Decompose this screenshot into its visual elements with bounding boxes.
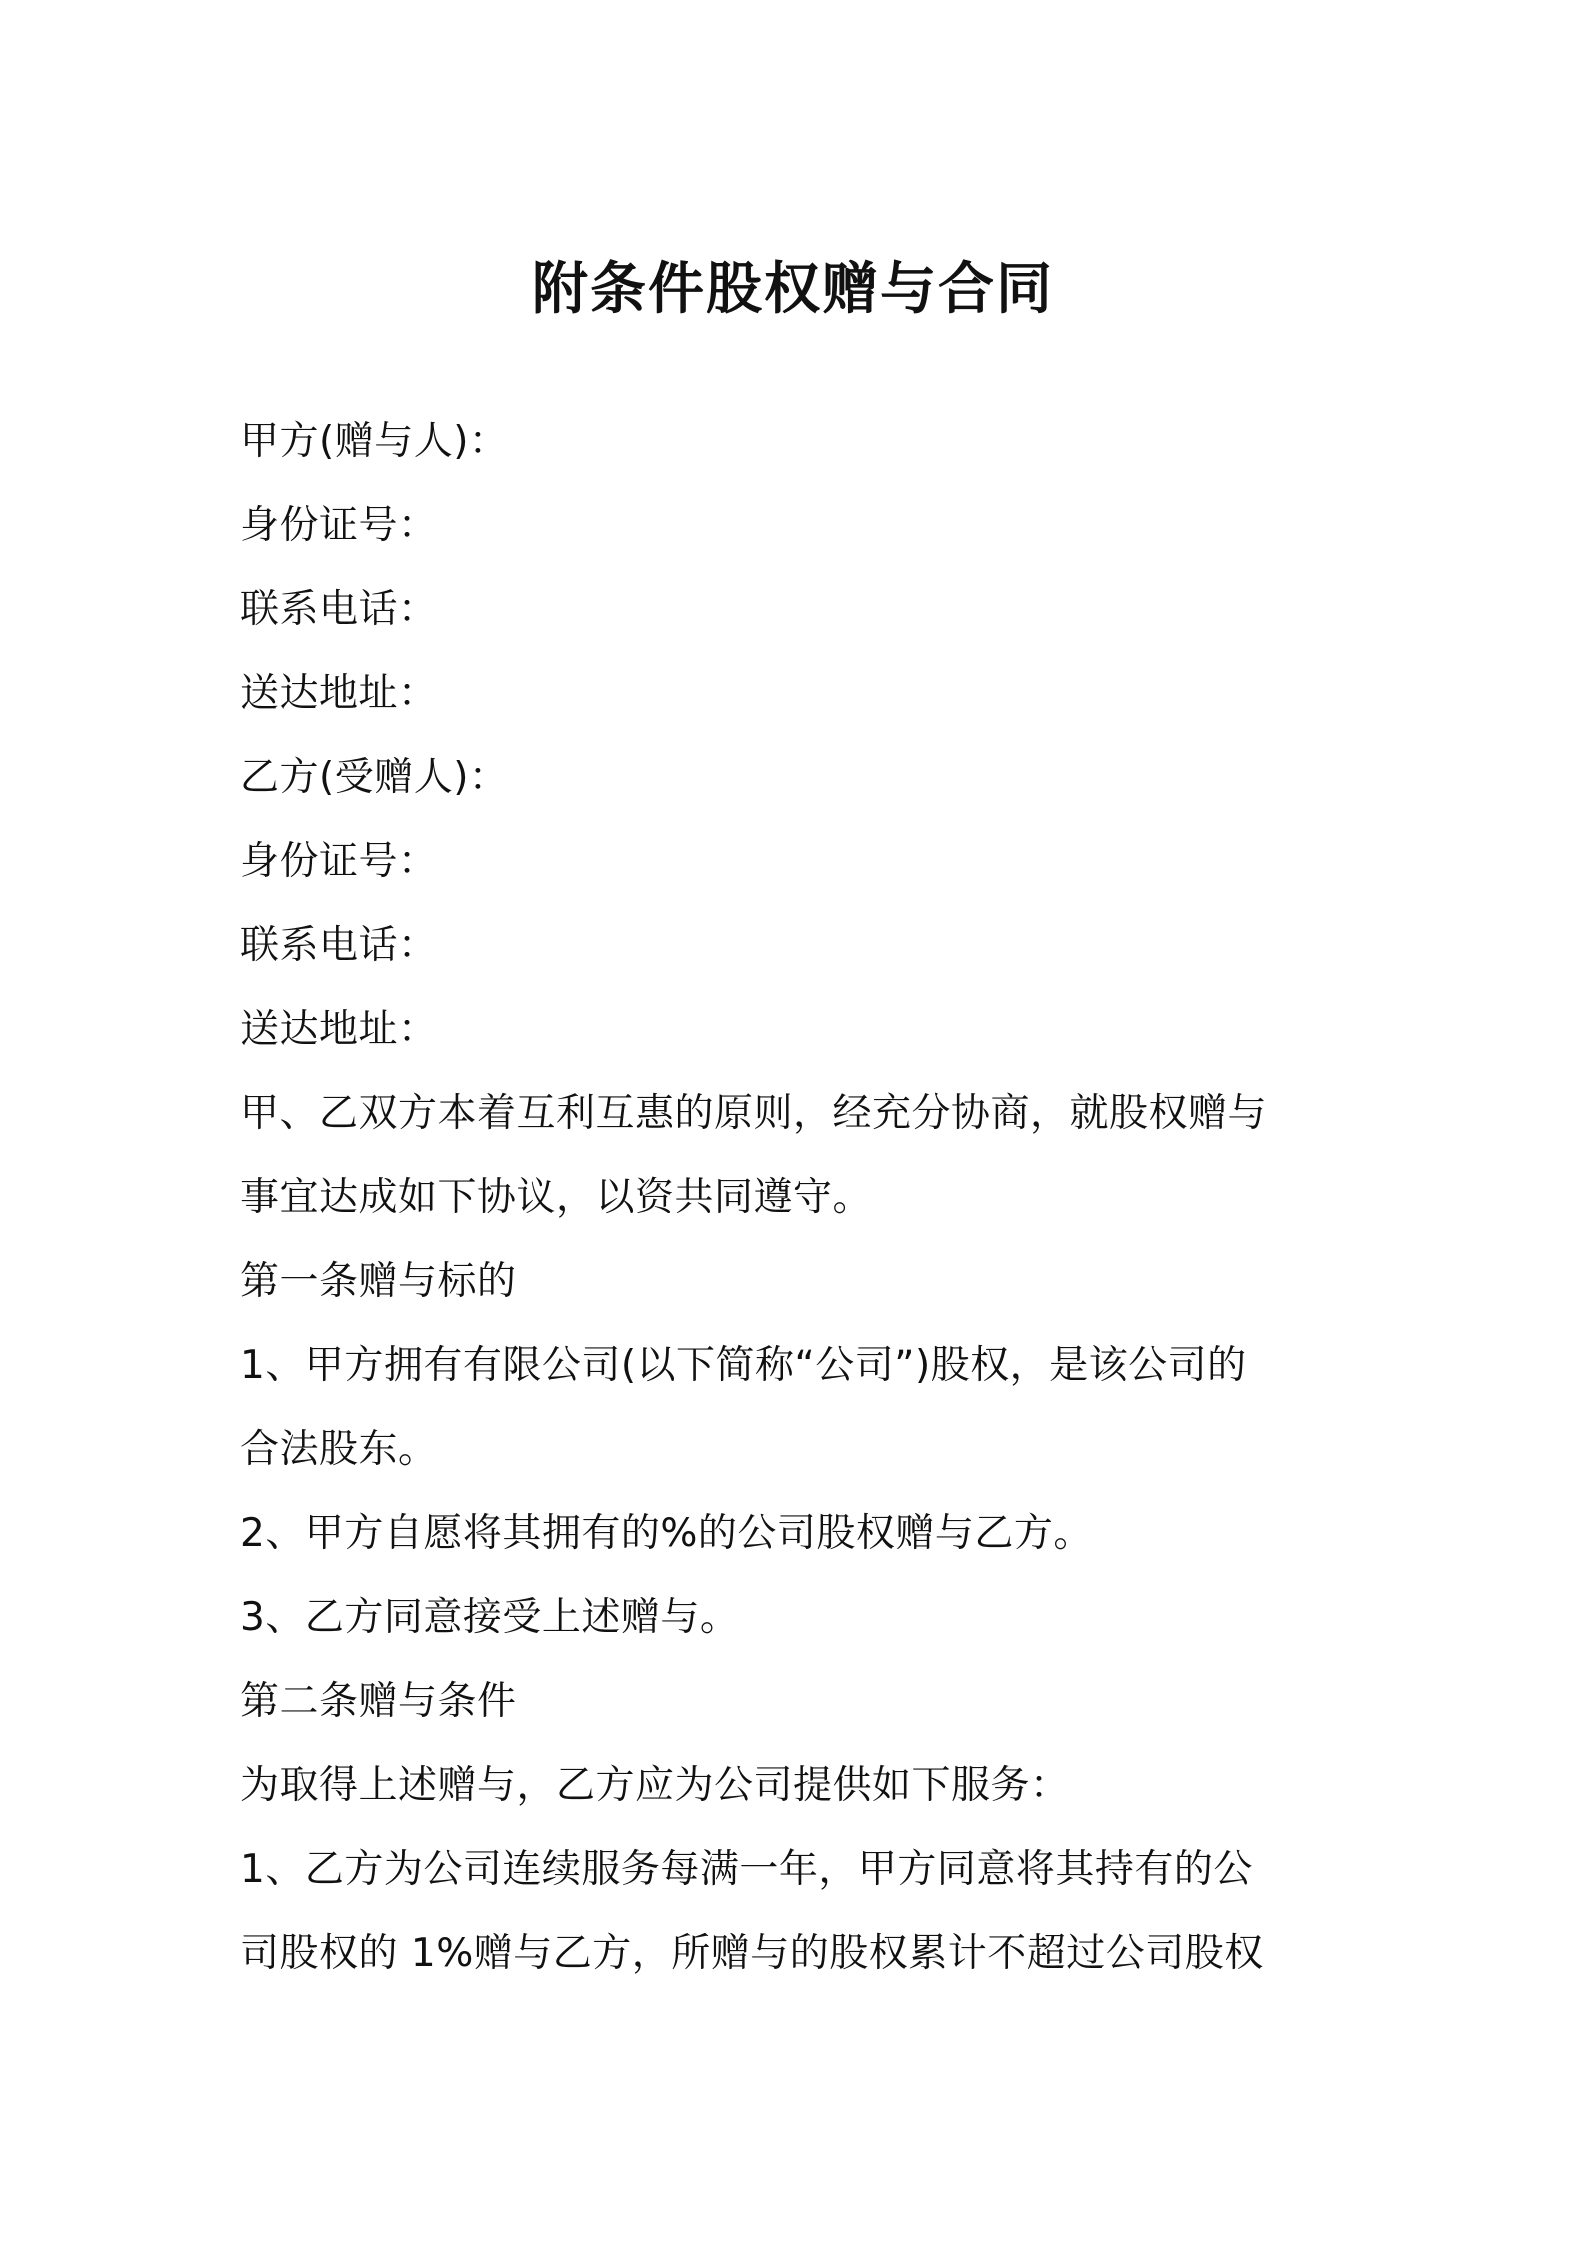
party-b-id-number-label: 身份证号： <box>240 839 438 884</box>
party-a-id-number-label: 身份证号： <box>240 503 438 548</box>
article-1-item-1-line-2: 合法股东。 <box>240 1427 438 1472</box>
document-body <box>240 400 1360 1996</box>
article-1-heading: 第一条赠与标的 <box>240 1259 517 1304</box>
party-b-phone-label: 联系电话： <box>240 923 438 968</box>
party-a-address-label: 送达地址： <box>240 671 438 716</box>
party-a-phone-label: 联系电话： <box>240 587 438 632</box>
article-2-item-1-line-2: 司股权的 1%赠与乙方，所赠与的股权累计不超过公司股权 <box>240 1931 1264 1976</box>
article-1-item-3: 3、乙方同意接受上述赠与。 <box>240 1595 740 1640</box>
party-b-heading: 乙方(受赠人)： <box>240 755 509 800</box>
article-2-heading: 第二条赠与条件 <box>240 1679 517 1724</box>
party-a-heading: 甲方(赠与人)： <box>240 419 509 464</box>
article-1-item-1-line-1: 1、甲方拥有有限公司(以下简称“公司”)股权，是该公司的 <box>240 1343 1247 1388</box>
document-title: 附条件股权赠与合同 <box>532 257 1054 322</box>
article-2-item-1-line-1: 1、乙方为公司连续服务每满一年，甲方同意将其持有的公 <box>240 1847 1253 1892</box>
party-b-address-label: 送达地址： <box>240 1007 438 1052</box>
article-1-item-2: 2、甲方自愿将其拥有的%的公司股权赠与乙方。 <box>240 1511 1093 1556</box>
preamble-line-1: 甲、乙双方本着互利互惠的原则，经充分协商，就股权赠与 <box>240 1091 1268 1136</box>
preamble-line-2: 事宜达成如下协议，以资共同遵守。 <box>240 1175 873 1220</box>
article-2-intro: 为取得上述赠与，乙方应为公司提供如下服务： <box>240 1763 1070 1808</box>
